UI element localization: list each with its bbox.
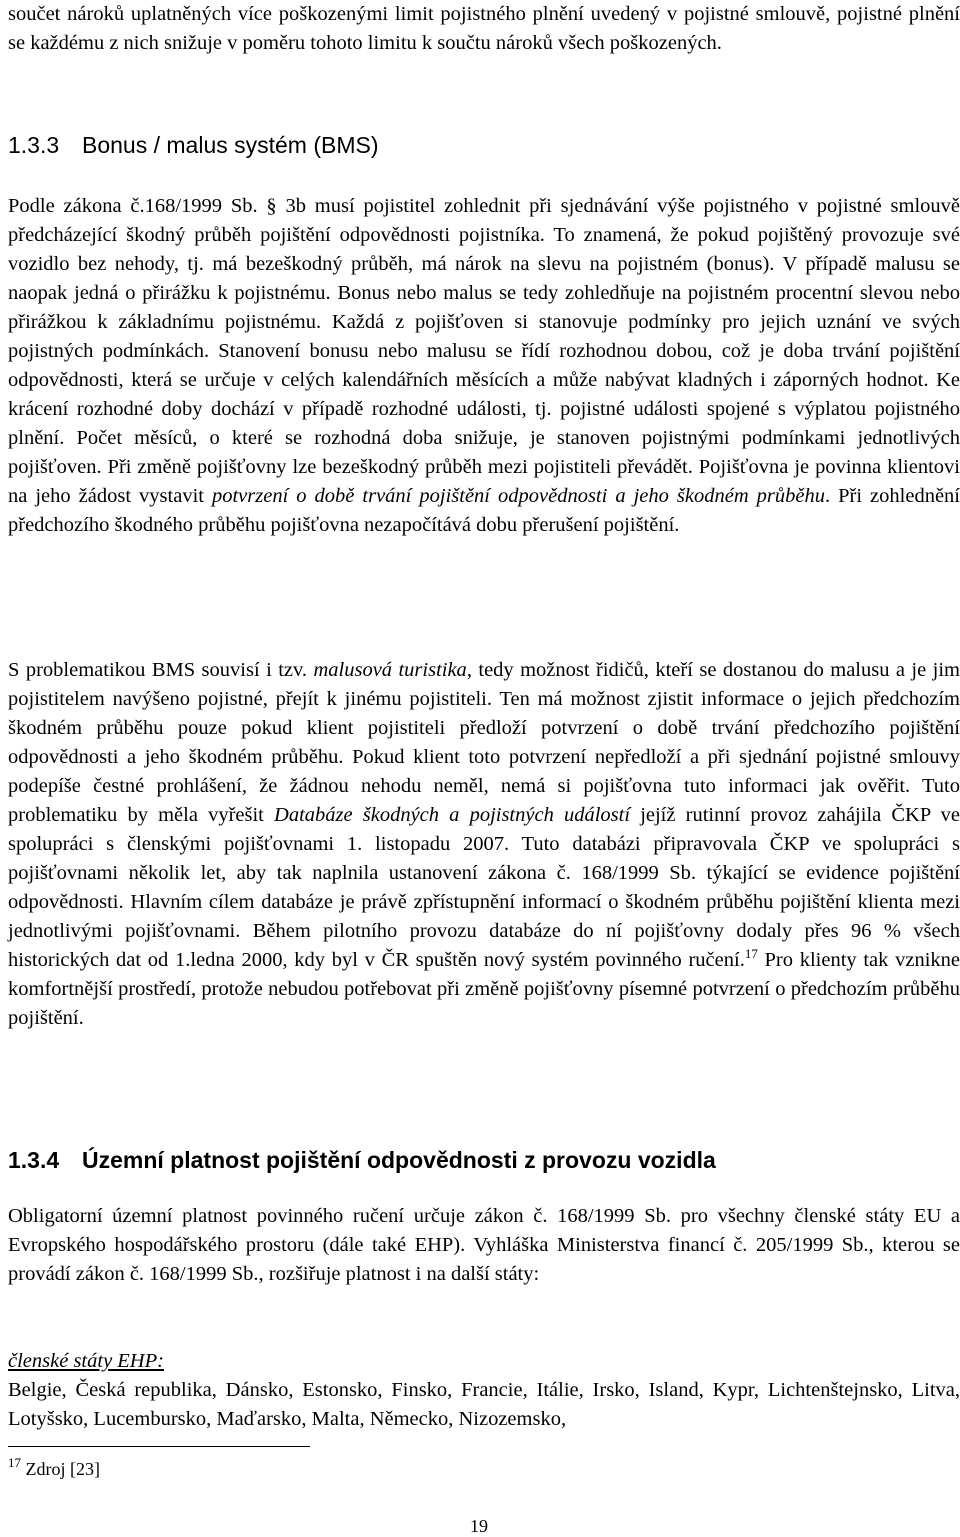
footnote-reference: 17 <box>744 946 758 961</box>
malus-text-4: Pro klienty tak vznikne komfortnější prostředí, protože nebudou potřebovat při změně pojišťovny písemné potvrzení o předchozím průběhu pojištění. <box>8 949 960 1029</box>
footnote <box>8 1455 100 1480</box>
intro-paragraph <box>8 0 960 58</box>
footnote-marker: 17 <box>8 1455 21 1470</box>
malus-text-3: jejíž rutinní provoz zahájila ČKP ve spolupráci s členskými pojišťovnami 1. listopadu 2007. Tuto databázi připravovala ČKP ve spolupráci s pojišťovnami několik let, aby tak naplnila ustanovení zákona č. 168/1999 Sb. týkající se evidence pojištění odpovědnosti. Hlavním cílem databáze je právě zpřístupnění informací o škodném průběhu pojištění klienta mezi jednotlivými pojišťovnami. Během pilotního provozu databáze do ní pojišťovny dodaly přes 96 % všech historických dat od 1.ledna 2000, kdy byl v ČR spuštěn nový systém povinného ručení. <box>8 804 960 971</box>
intro-text: součet nároků uplatněných více poškozenými limit pojistného plnění uvedený v pojistné smlouvě, pojistné plnění se každému z nich snižuje v poměru tohoto limitu k součtu nároků všech poškozených. <box>8 3 960 54</box>
malus-tourism-paragraph <box>8 656 960 1033</box>
territorial-text: Obligatorní územní platnost povinného ručení určuje zákon č. 168/1999 Sb. pro všechny členské státy EU a Evropského hospodářského prostoru (dále také EHP). Vyhláška Ministerstva financí č. 205/1999 Sb., kterou se provádí zákon č. 168/1999 Sb., rozšiřuje platnost i na další státy: <box>8 1205 960 1285</box>
bms-italic-term: potvrzení o době trvání pojištění odpovědnosti a jeho škodném průběhu <box>211 485 825 507</box>
eea-label <box>8 1347 960 1376</box>
section-heading-1-3-4 <box>8 1147 716 1174</box>
database-italic-term: Databáze škodných a pojistných událostí <box>274 804 631 826</box>
section-heading-1-3-3 <box>8 132 379 159</box>
bms-text: Podle zákona č.168/1999 Sb. § 3b musí pojistitel zohlednit při sjednávání výše pojistného v pojistné smlouvě předcházející škodný průběh pojištění odpovědnosti pojistníka. To znamená, že pokud pojištěný provozuje své vozidlo bez nehody, tj. má bezeškodný průběh, má nárok na slevu na pojistném (bonus). V případě malusu se naopak jedná o přirážku k pojistnému. Bonus nebo malus se tedy zohledňuje na pojistném procentní slevou nebo přirážkou k základnímu pojistnému. Každá z pojišťoven si stanovuje podmínky pro jejich uznání ve svých pojistných podmínkách. Stanovení bonusu nebo malusu se řídí rozhodnou dobou, což je doba trvání pojištění odpovědnosti, která se určuje v celých kalendářních měsících a může nabývat kladných i záporných hodnot. Ke krácení rozhodné doby dochází v případě rozhodné události, tj. pojistné události spojené s výplatou pojistného plnění. Počet měsíců, o které se rozhodná doba snižuje, je stanoven pojistnými podmínkami jednotlivých pojišťoven. Při změně pojišťovny lze bezeškodný průběh mezi pojistiteli převádět. Pojišťovna je povinna klientovi na jeho žádost vystavit <box>8 195 960 507</box>
eea-states-text: Belgie, Česká republika, Dánsko, Estonsko, Finsko, Francie, Itálie, Irsko, Island, Kypr, Lichtenštejnsko, Litva, Lotyšsko, Lucembursko, Maďarsko, Malta, Německo, Nizozemsko, <box>8 1379 960 1430</box>
section-title: Územní platnost pojištění odpovědnosti z provozu vozidla <box>82 1147 716 1173</box>
page-number: 19 <box>470 1516 488 1536</box>
footnote-text: Zdroj [23] <box>21 1459 100 1479</box>
eea-states-list <box>8 1376 960 1434</box>
footnote-divider <box>8 1446 310 1447</box>
section-number: 1.3.3 <box>8 132 60 158</box>
malus-text-2: , tedy možnost řidičů, kteří se dostanou do malusu a je jim pojistitelem navýšeno pojistné, přejít k jinému pojistiteli. Ten má možnost zjistit informace o jejich předchozím škodném průběhu pouze pokud klient pojistiteli předloží potvrzení o době trvání předchozího pojištění odpovědnosti a jeho škodném průběhu. Pokud klient toto potvrzení nepředloží a při sjednání pojistné smlouvy podepíše čestné prohlášení, že žádnou nehodu neměl, nemá si pojišťovna tuto informaci jak ověřit. Tuto problematiku by měla vyřešit <box>8 659 960 826</box>
bms-paragraph <box>8 192 960 540</box>
section-number: 1.3.4 <box>8 1147 60 1173</box>
malus-italic-term: malusová turistika <box>313 659 467 681</box>
eea-label-text: členské státy EHP: <box>8 1350 164 1372</box>
section-title: Bonus / malus systém (BMS) <box>82 132 379 158</box>
bms-text-end: . Při zohlednění předchozího škodného průběhu pojišťovna nezapočítává dobu přerušení pojištění. <box>8 485 960 536</box>
malus-text-1: S problematikou BMS souvisí i tzv. <box>8 659 314 681</box>
territorial-paragraph <box>8 1202 960 1289</box>
